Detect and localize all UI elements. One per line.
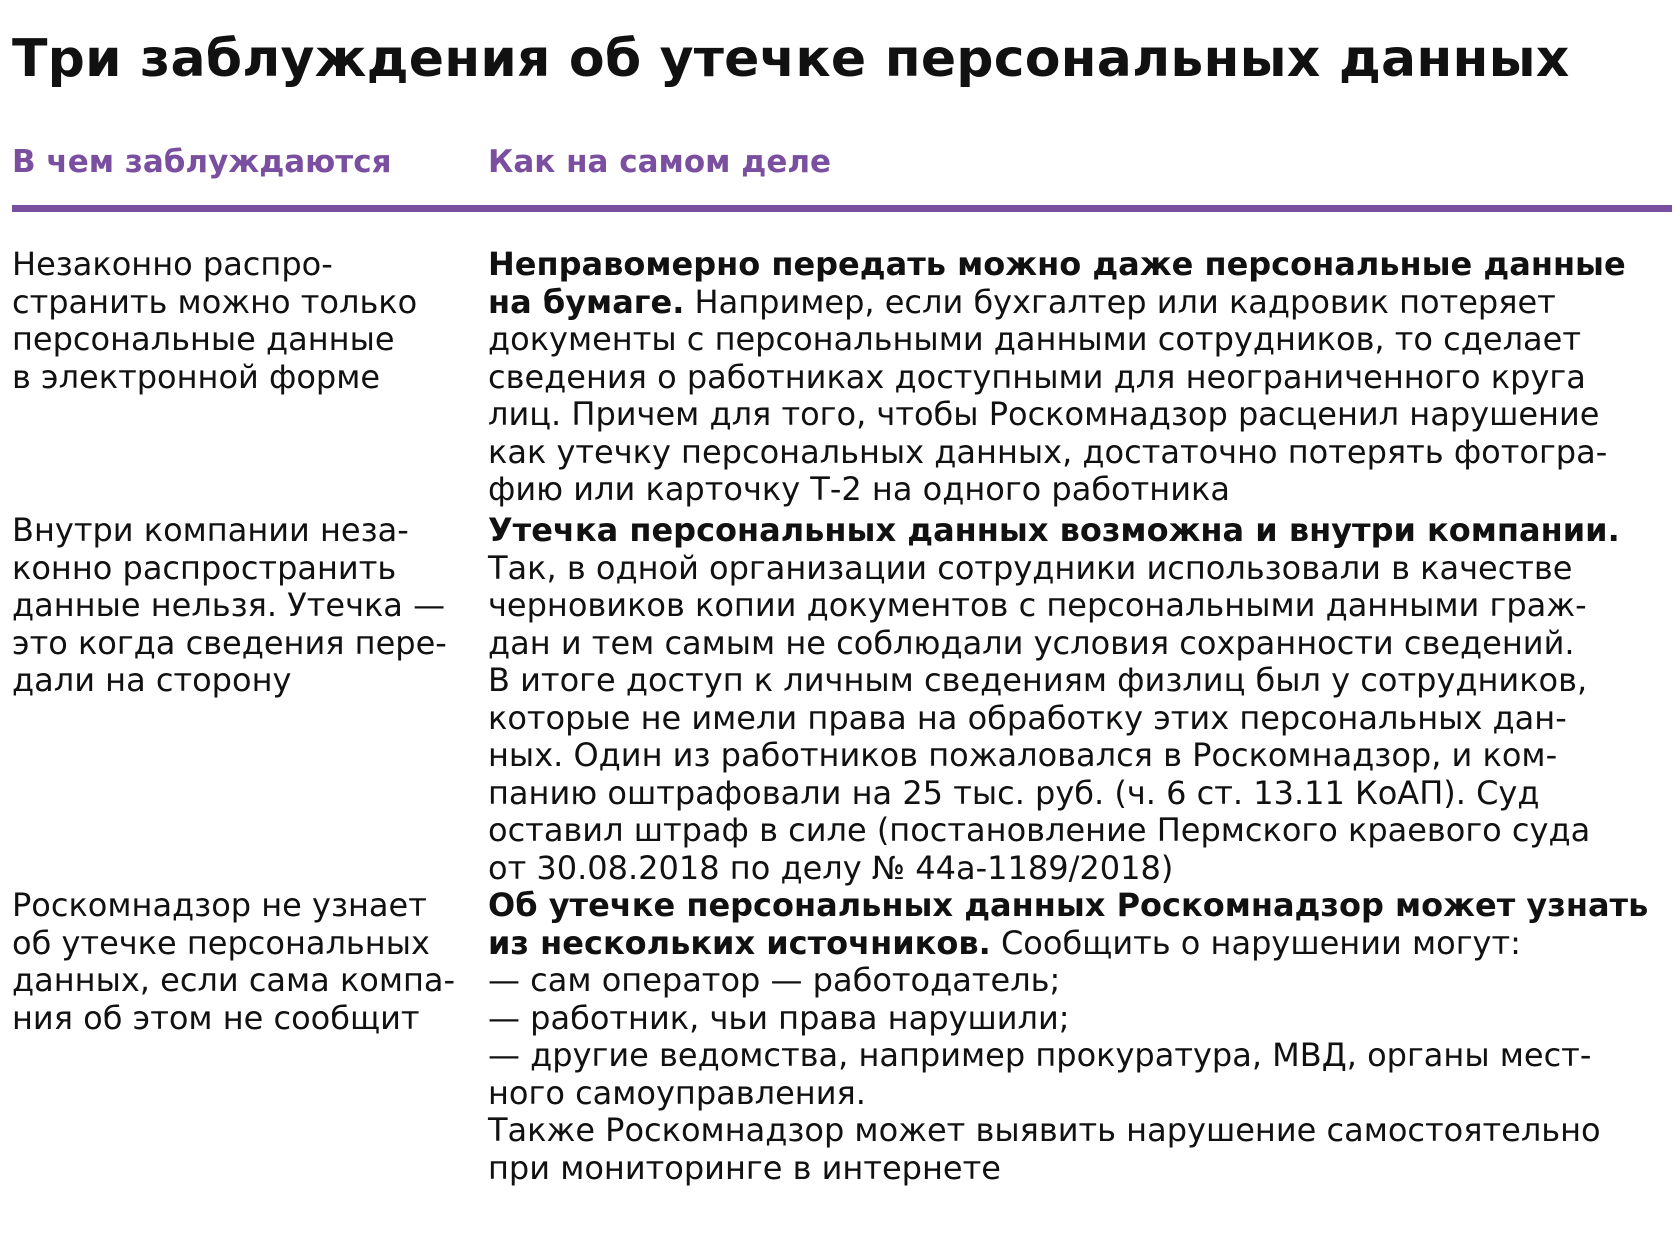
fact-emphasis: Утечка персональных данных возможна и внутри компании. [488,511,1620,549]
fact-text: — сам оператор — работодатель; [488,961,1061,999]
fact-line [488,850,1668,888]
fact-text: которые не имели права на обработку этих персональных дан- [488,698,1567,737]
fact-line [488,284,1668,322]
myth-cell [12,887,472,1037]
fact-line [488,321,1668,359]
fact-text: дан и тем самым не соблюдали условия сохранности сведений. [488,623,1575,662]
fact-cell [488,887,1668,1187]
fact-line [488,662,1668,700]
fact-text: оставил штраф в силе (постановление Пермского краевого суда [488,811,1591,849]
myth-line: персональные данные [12,320,395,358]
fact-text: при мониторинге в интернете [488,1148,1001,1187]
fact-line [488,246,1668,284]
fact-line [488,1000,1668,1038]
fact-emphasis: на бумаге. [488,282,685,321]
fact-text: фию или карточку Т-2 на одного работника [488,470,1230,508]
myth-cell [12,512,472,700]
fact-line [488,700,1668,738]
fact-text: от 30.08.2018 по делу № 44а-1189/2018) [488,848,1174,887]
fact-text: документы с персональными данными сотрудников, то сделает [488,320,1581,358]
fact-line [488,587,1668,625]
myth-line: дали на сторону [12,661,292,699]
fact-text: Также Роскомнадзор может выявить нарушение самостоятельно [488,1111,1601,1149]
column-header-fact: Как на самом деле [488,144,832,180]
fact-text: черновиков копии документов с персональными данными граж- [488,586,1587,624]
myth-line: данные нельзя. Утечка — [12,586,446,624]
fact-line [488,550,1668,588]
fact-line [488,775,1668,813]
myth-line: в электронной форме [12,357,381,396]
fact-emphasis: Об утечке персональных данных Роскомнадзор может узнать [488,886,1649,924]
fact-emphasis: из нескольких источников. [488,923,991,962]
fact-line [488,434,1668,472]
myth-line: Роскомнадзор не узнает [12,886,427,924]
myth-cell [12,246,472,396]
myth-line: это когда сведения пере- [12,623,447,662]
fact-line [488,1075,1668,1113]
fact-line [488,359,1668,397]
fact-text: как утечку персональных данных, достаточно потерять фотогра- [488,432,1608,471]
fact-text: — другие ведомства, например прокуратура, МВД, органы мест- [488,1036,1592,1074]
fact-line [488,925,1668,963]
fact-text: ного самоуправления. [488,1073,866,1112]
fact-line [488,887,1668,925]
fact-line [488,737,1668,775]
fact-text: Сообщить о нарушении могут: [990,923,1521,962]
myth-line: об утечке персональных [12,923,430,962]
myth-line: Незаконно распро- [12,245,333,283]
column-header-myth: В чем заблуждаются [12,144,392,180]
myth-line: данных, если сама компа- [12,961,456,999]
fact-cell [488,512,1668,887]
fact-line [488,1112,1668,1150]
fact-text: лиц. Причем для того, чтобы Роскомнадзор расценил нарушение [488,395,1600,433]
fact-line [488,1150,1668,1188]
fact-cell [488,246,1668,509]
fact-emphasis: Неправомерно передать можно даже персональные данные [488,245,1626,283]
fact-line [488,471,1668,509]
myth-line: Внутри компании неза- [12,511,409,549]
myth-line: ния об этом не сообщит [12,998,420,1037]
myth-line: странить можно только [12,282,418,321]
fact-text: Так, в одной организации сотрудники использовали в качестве [488,548,1573,587]
fact-text: В итоге доступ к личным сведениям физлиц был у сотрудников, [488,661,1588,699]
fact-line [488,512,1668,550]
header-divider [12,205,1672,212]
myth-line: конно распространить [12,548,397,587]
fact-line [488,1037,1668,1075]
fact-text: панию оштрафовали на 25 тыс. руб. (ч. 6 ст. 13.11 КоАП). Суд [488,773,1540,812]
fact-text: Например, если бухгалтер или кадровик потеряет [684,282,1556,321]
fact-line [488,812,1668,850]
fact-text: сведения о работниках доступными для неограниченного круга [488,357,1586,396]
fact-text: — работник, чьи права нарушили; [488,998,1070,1037]
fact-line [488,625,1668,663]
fact-line [488,396,1668,434]
page-title: Три заблуждения об утечке персональных данных [12,29,1570,89]
fact-line [488,962,1668,1000]
fact-text: ных. Один из работников пожаловался в Роскомнадзор, и ком- [488,736,1558,774]
